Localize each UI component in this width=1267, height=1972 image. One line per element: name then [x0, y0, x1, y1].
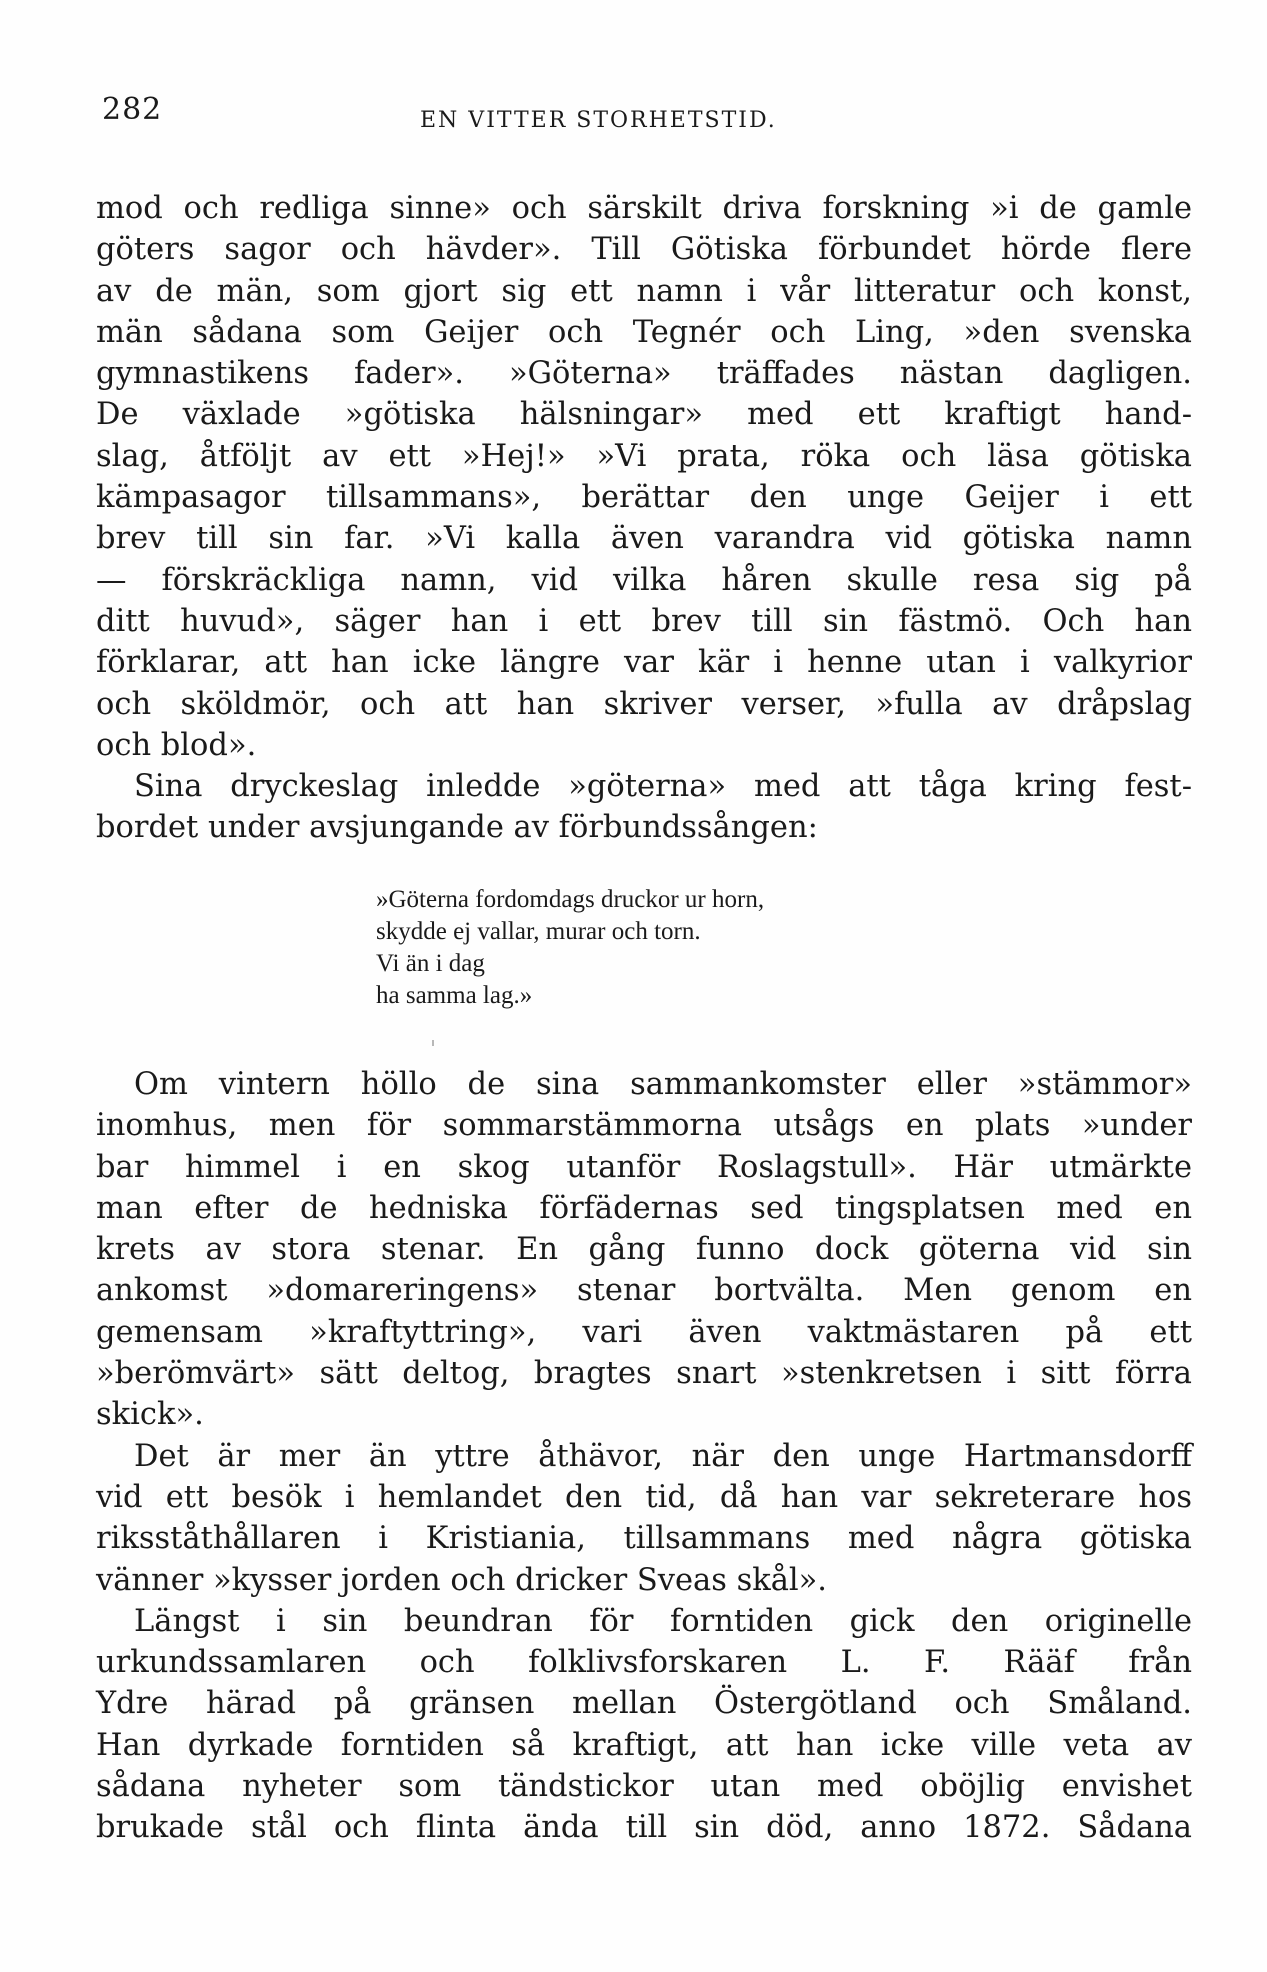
text-line: brev till sin far. »Vi kalla även varandra vid götiska namn	[96, 521, 1192, 557]
body-text-upper	[96, 188, 1192, 849]
body-text-lower	[96, 1064, 1192, 1849]
verse-line: Vi än i dag	[376, 950, 485, 977]
text-line: bar himmel i en skog utanför Roslagstull». Här utmärkte	[96, 1149, 1192, 1185]
text-line: skick».	[96, 1397, 204, 1433]
text-line: och sköldmör, och att han skriver verser, »fulla av dråpslag	[96, 686, 1192, 722]
text-line: »berömvärt» sätt deltog, bragtes snart »stenkretsen i sitt förra	[96, 1356, 1192, 1392]
text-line: gymnastikens fader». »Göterna» träffades nästan dagligen.	[96, 356, 1192, 392]
text-line: kämpasagor tillsammans», berättar den unge Geijer i ett	[96, 480, 1192, 516]
text-line: urkundssamlaren och folklivsforskaren L. F. Rääf från	[96, 1645, 1192, 1681]
text-line: män sådana som Geijer och Tegnér och Ling, »den svenska	[96, 314, 1192, 350]
page-header	[102, 92, 1202, 132]
text-line: göters sagor och hävder». Till Götiska förbundet hörde flere	[96, 232, 1192, 268]
text-line: krets av stora stenar. En gång funno dock göterna vid sin	[96, 1232, 1192, 1268]
text-line: Han dyrkade forntiden så kraftigt, att han icke ville veta av	[96, 1727, 1192, 1763]
text-line: och blod».	[96, 727, 257, 763]
text-line: vänner »kysser jorden och dricker Sveas skål».	[96, 1562, 828, 1598]
running-head: EN VITTER STORHETSTID.	[420, 108, 777, 133]
song-verse	[376, 884, 1076, 1012]
verse-line: skydde ej vallar, murar och torn.	[376, 918, 701, 945]
text-line: brukade stål och flinta ända till sin död, anno 1872. Sådana	[96, 1810, 1192, 1846]
text-line: av de män, som gjort sig ett namn i vår litteratur och konst,	[96, 273, 1192, 309]
text-line: bordet under avsjungande av förbundssången:	[96, 810, 818, 846]
print-speck	[432, 1040, 434, 1046]
text-line: Sina dryckeslag inledde »göterna» med att tåga kring fest-	[134, 769, 1192, 805]
text-line: slag, åtföljt av ett »Hej!» »Vi prata, röka och läsa götiska	[96, 438, 1192, 474]
text-line: gemensam »kraftyttring», vari även vaktmästaren på ett	[96, 1314, 1192, 1350]
text-line: vid ett besök i hemlandet den tid, då han var sekreterare hos	[96, 1479, 1192, 1515]
text-line: förklarar, att han icke längre var kär i henne utan i valkyrior	[96, 645, 1192, 681]
text-line: sådana nyheter som tändstickor utan med oböjlig envishet	[96, 1769, 1192, 1805]
page-number: 282	[102, 92, 163, 127]
text-line: ditt huvud», säger han i ett brev till sin fästmö. Och han	[96, 603, 1192, 639]
text-line: Ydre härad på gränsen mellan Östergötland och Småland.	[96, 1686, 1192, 1722]
text-line: Det är mer än yttre åthävor, när den unge Hartmansdorff	[134, 1438, 1192, 1474]
text-line: riksståthållaren i Kristiania, tillsammans med några götiska	[96, 1521, 1192, 1557]
text-line: man efter de hedniska förfädernas sed tingsplatsen med en	[96, 1190, 1192, 1226]
text-line: Om vintern höllo de sina sammankomster eller »stämmor»	[134, 1067, 1192, 1102]
text-line: inomhus, men för sommarstämmorna utsågs en plats »under	[96, 1108, 1192, 1144]
verse-line: »Göterna fordomdags druckor ur horn,	[376, 886, 765, 913]
verse-line: ha samma lag.»	[376, 982, 533, 1009]
text-line: Längst i sin beundran för forntiden gick den originelle	[134, 1603, 1192, 1639]
text-line: mod och redliga sinne» och särskilt driva forskning »i de gamle	[96, 191, 1192, 226]
text-line: — förskräckliga namn, vid vilka håren skulle resa sig på	[96, 562, 1192, 598]
text-line: ankomst »domareringens» stenar bortvälta. Men genom en	[96, 1273, 1192, 1309]
text-line: De växlade »götiska hälsningar» med ett kraftigt hand-	[96, 397, 1192, 433]
